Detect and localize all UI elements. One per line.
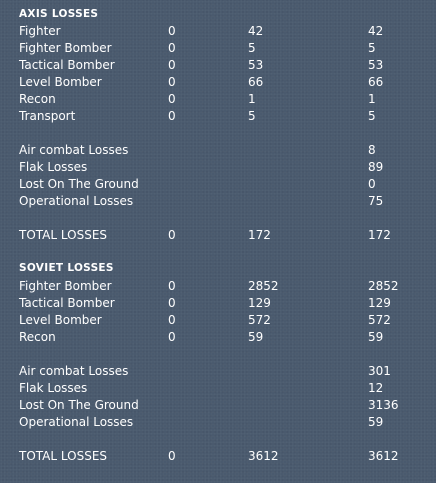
axis-row-transport <box>0 108 436 125</box>
loss-value-col2: 42 <box>248 24 264 38</box>
loss-value-col1: 0 <box>168 75 176 89</box>
soviet-row-air-combat <box>0 363 436 380</box>
loss-value-col2: 572 <box>248 313 271 327</box>
loss-value-col2: 53 <box>248 58 264 72</box>
loss-value-col1: 0 <box>168 24 176 38</box>
loss-cause-value: 3136 <box>368 398 399 412</box>
aircraft-type-label: Fighter <box>19 24 61 38</box>
axis-row-operational <box>0 193 436 210</box>
aircraft-type-label: Fighter Bomber <box>19 279 112 293</box>
aircraft-type-label: Transport <box>19 109 76 123</box>
loss-value-total: 2852 <box>368 279 399 293</box>
aircraft-type-label: Level Bomber <box>19 313 102 327</box>
loss-value-total: 5 <box>368 41 376 55</box>
soviet-row-total <box>0 448 436 465</box>
loss-value-total: 572 <box>368 313 391 327</box>
axis-row-fighter-bomber <box>0 40 436 57</box>
loss-cause-label: Air combat Losses <box>19 364 129 378</box>
total-value-total: 3612 <box>368 449 399 463</box>
loss-value-col1: 0 <box>168 109 176 123</box>
total-value-col2: 3612 <box>248 449 279 463</box>
loss-value-col1: 0 <box>168 41 176 55</box>
total-value-col2: 172 <box>248 228 271 242</box>
aircraft-type-label: Recon <box>19 92 56 106</box>
loss-value-col2: 2852 <box>248 279 279 293</box>
soviet-row-recon <box>0 329 436 346</box>
aircraft-type-label: Tactical Bomber <box>19 296 115 310</box>
loss-value-col1: 0 <box>168 92 176 106</box>
total-value-col1: 0 <box>168 228 176 242</box>
aircraft-type-label: Level Bomber <box>19 75 102 89</box>
axis-row-flak <box>0 159 436 176</box>
loss-value-col2: 59 <box>248 330 264 344</box>
axis-row-ground <box>0 176 436 193</box>
loss-value-total: 129 <box>368 296 391 310</box>
soviet-row-ground <box>0 397 436 414</box>
loss-cause-label: Lost On The Ground <box>19 398 139 412</box>
loss-value-col1: 0 <box>168 313 176 327</box>
loss-value-col2: 5 <box>248 41 256 55</box>
soviet-row-fighter-bomber <box>0 278 436 295</box>
loss-value-col2: 66 <box>248 75 264 89</box>
total-value-col1: 0 <box>168 449 176 463</box>
loss-cause-label: Operational Losses <box>19 415 134 429</box>
axis-row-tactical-bomber <box>0 57 436 74</box>
loss-cause-label: Air combat Losses <box>19 143 129 157</box>
soviet-row-level-bomber <box>0 312 436 329</box>
loss-cause-label: Lost On The Ground <box>19 177 139 191</box>
axis-row-recon <box>0 91 436 108</box>
axis-row-level-bomber <box>0 74 436 91</box>
loss-cause-label: Flak Losses <box>19 160 88 174</box>
loss-value-total: 1 <box>368 92 376 106</box>
total-value-total: 172 <box>368 228 391 242</box>
loss-value-total: 53 <box>368 58 384 72</box>
soviet-row-tactical-bomber <box>0 295 436 312</box>
axis-row-air-combat <box>0 142 436 159</box>
loss-value-col1: 0 <box>168 279 176 293</box>
loss-value-col1: 0 <box>168 330 176 344</box>
loss-cause-value: 59 <box>368 415 384 429</box>
axis-row-total <box>0 227 436 244</box>
loss-value-total: 59 <box>368 330 384 344</box>
loss-value-col2: 5 <box>248 109 256 123</box>
axis-losses-title: AXIS LOSSES <box>19 8 99 20</box>
loss-cause-value: 75 <box>368 194 384 208</box>
loss-cause-value: 12 <box>368 381 384 395</box>
loss-value-col2: 129 <box>248 296 271 310</box>
aircraft-type-label: Fighter Bomber <box>19 41 112 55</box>
loss-value-col1: 0 <box>168 296 176 310</box>
loss-cause-label: Operational Losses <box>19 194 134 208</box>
loss-value-total: 5 <box>368 109 376 123</box>
soviet-losses-title: SOVIET LOSSES <box>19 262 114 274</box>
loss-cause-value: 0 <box>368 177 376 191</box>
aircraft-type-label: Tactical Bomber <box>19 58 115 72</box>
loss-cause-value: 301 <box>368 364 391 378</box>
soviet-row-operational <box>0 414 436 431</box>
aircraft-type-label: Recon <box>19 330 56 344</box>
loss-value-col2: 1 <box>248 92 256 106</box>
loss-value-total: 42 <box>368 24 384 38</box>
soviet-row-flak <box>0 380 436 397</box>
total-label: TOTAL LOSSES <box>19 228 108 242</box>
loss-cause-value: 8 <box>368 143 376 157</box>
loss-value-col1: 0 <box>168 58 176 72</box>
loss-cause-value: 89 <box>368 160 384 174</box>
loss-value-total: 66 <box>368 75 384 89</box>
loss-cause-label: Flak Losses <box>19 381 88 395</box>
total-label: TOTAL LOSSES <box>19 449 108 463</box>
axis-row-fighter <box>0 23 436 40</box>
